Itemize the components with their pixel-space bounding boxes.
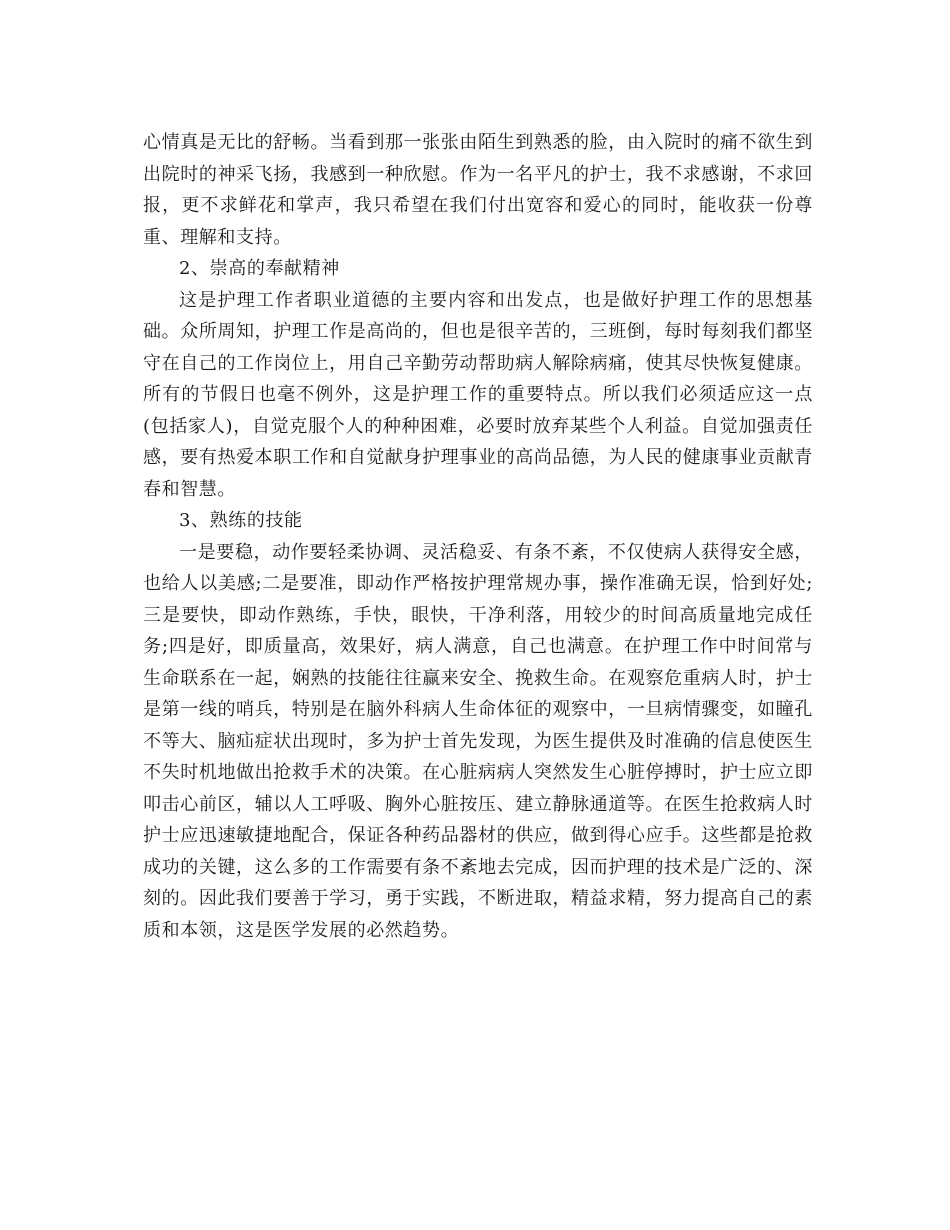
paragraph-skills: 一是要稳，动作要轻柔协调、灵活稳妥、有条不紊，不仅使病人获得安全感，也给人以美感;二是要准，即动作严格按护理常规办事，操作准确无误，恰到好处;三是要快，即动作熟练，手快，眼快，干净利落，用较少的时间高质量地完成任务;四是好，即质量高，效果好，病人满意，自己也满意。在护理工作中时间常与生命联系在一起，娴熟的技能往往赢来安全、挽救生命。在观察危重病人时，护士是第一线的哨兵，特别是在脑外科病人生命体征的观察中，一旦病情骤变，如瞳孔不等大、脑疝症状出现时，多为护士首先发现，为医生提供及时准确的信息使医生不失时机地做出抢救手术的决策。在心脏病病人突然发生心脏停搏时，护士应立即叩击心前区，辅以人工呼吸、胸外心脏按压、建立静脉通道等。在医生抢救病人时护士应迅速敏捷地配合，保证各种药品器材的供应，做到得心应手。这些都是抢救成功的关键，这么多的工作需要有条不紊地去完成，因而护理的技术是广泛的、深刻的。因此我们要善于学习，勇于实践，不断进取，精益求精，努力提高自己的素质和本领，这是医学发展的必然趋势。 <box>143 541 813 941</box>
section-heading-dedication: 2、崇高的奉献精神 <box>179 258 340 279</box>
document-body <box>143 127 813 946</box>
paragraph-continuation: 心情真是无比的舒畅。当看到那一张张由陌生到熟悉的脸，由入院时的痛不欲生到出院时的神采飞扬，我感到一种欣慰。作为一名平凡的护士，我不求感谢，不求回报，更不求鲜花和掌声，我只希望在我们付出宽容和爱心的同时，能收获一份尊重、理解和支持。 <box>143 132 813 248</box>
paragraph-dedication: 这是护理工作者职业道德的主要内容和出发点，也是做好护理工作的思想基础。众所周知，护理工作是高尚的，但也是很辛苦的，三班倒，每时每刻我们都坚守在自己的工作岗位上，用自己辛勤劳动帮助病人解除病痛，使其尽快恢复健康。所有的节假日也毫不例外，这是护理工作的重要特点。所以我们必须适应这一点(包括家人)，自觉克服个人的种种困难，必要时放弃某些个人利益。自觉加强责任感，要有热爱本职工作和自觉献身护理事业的高尚品德，为人民的健康事业贡献青春和智慧。 <box>143 289 813 500</box>
section-heading-skills: 3、熟练的技能 <box>179 510 303 531</box>
